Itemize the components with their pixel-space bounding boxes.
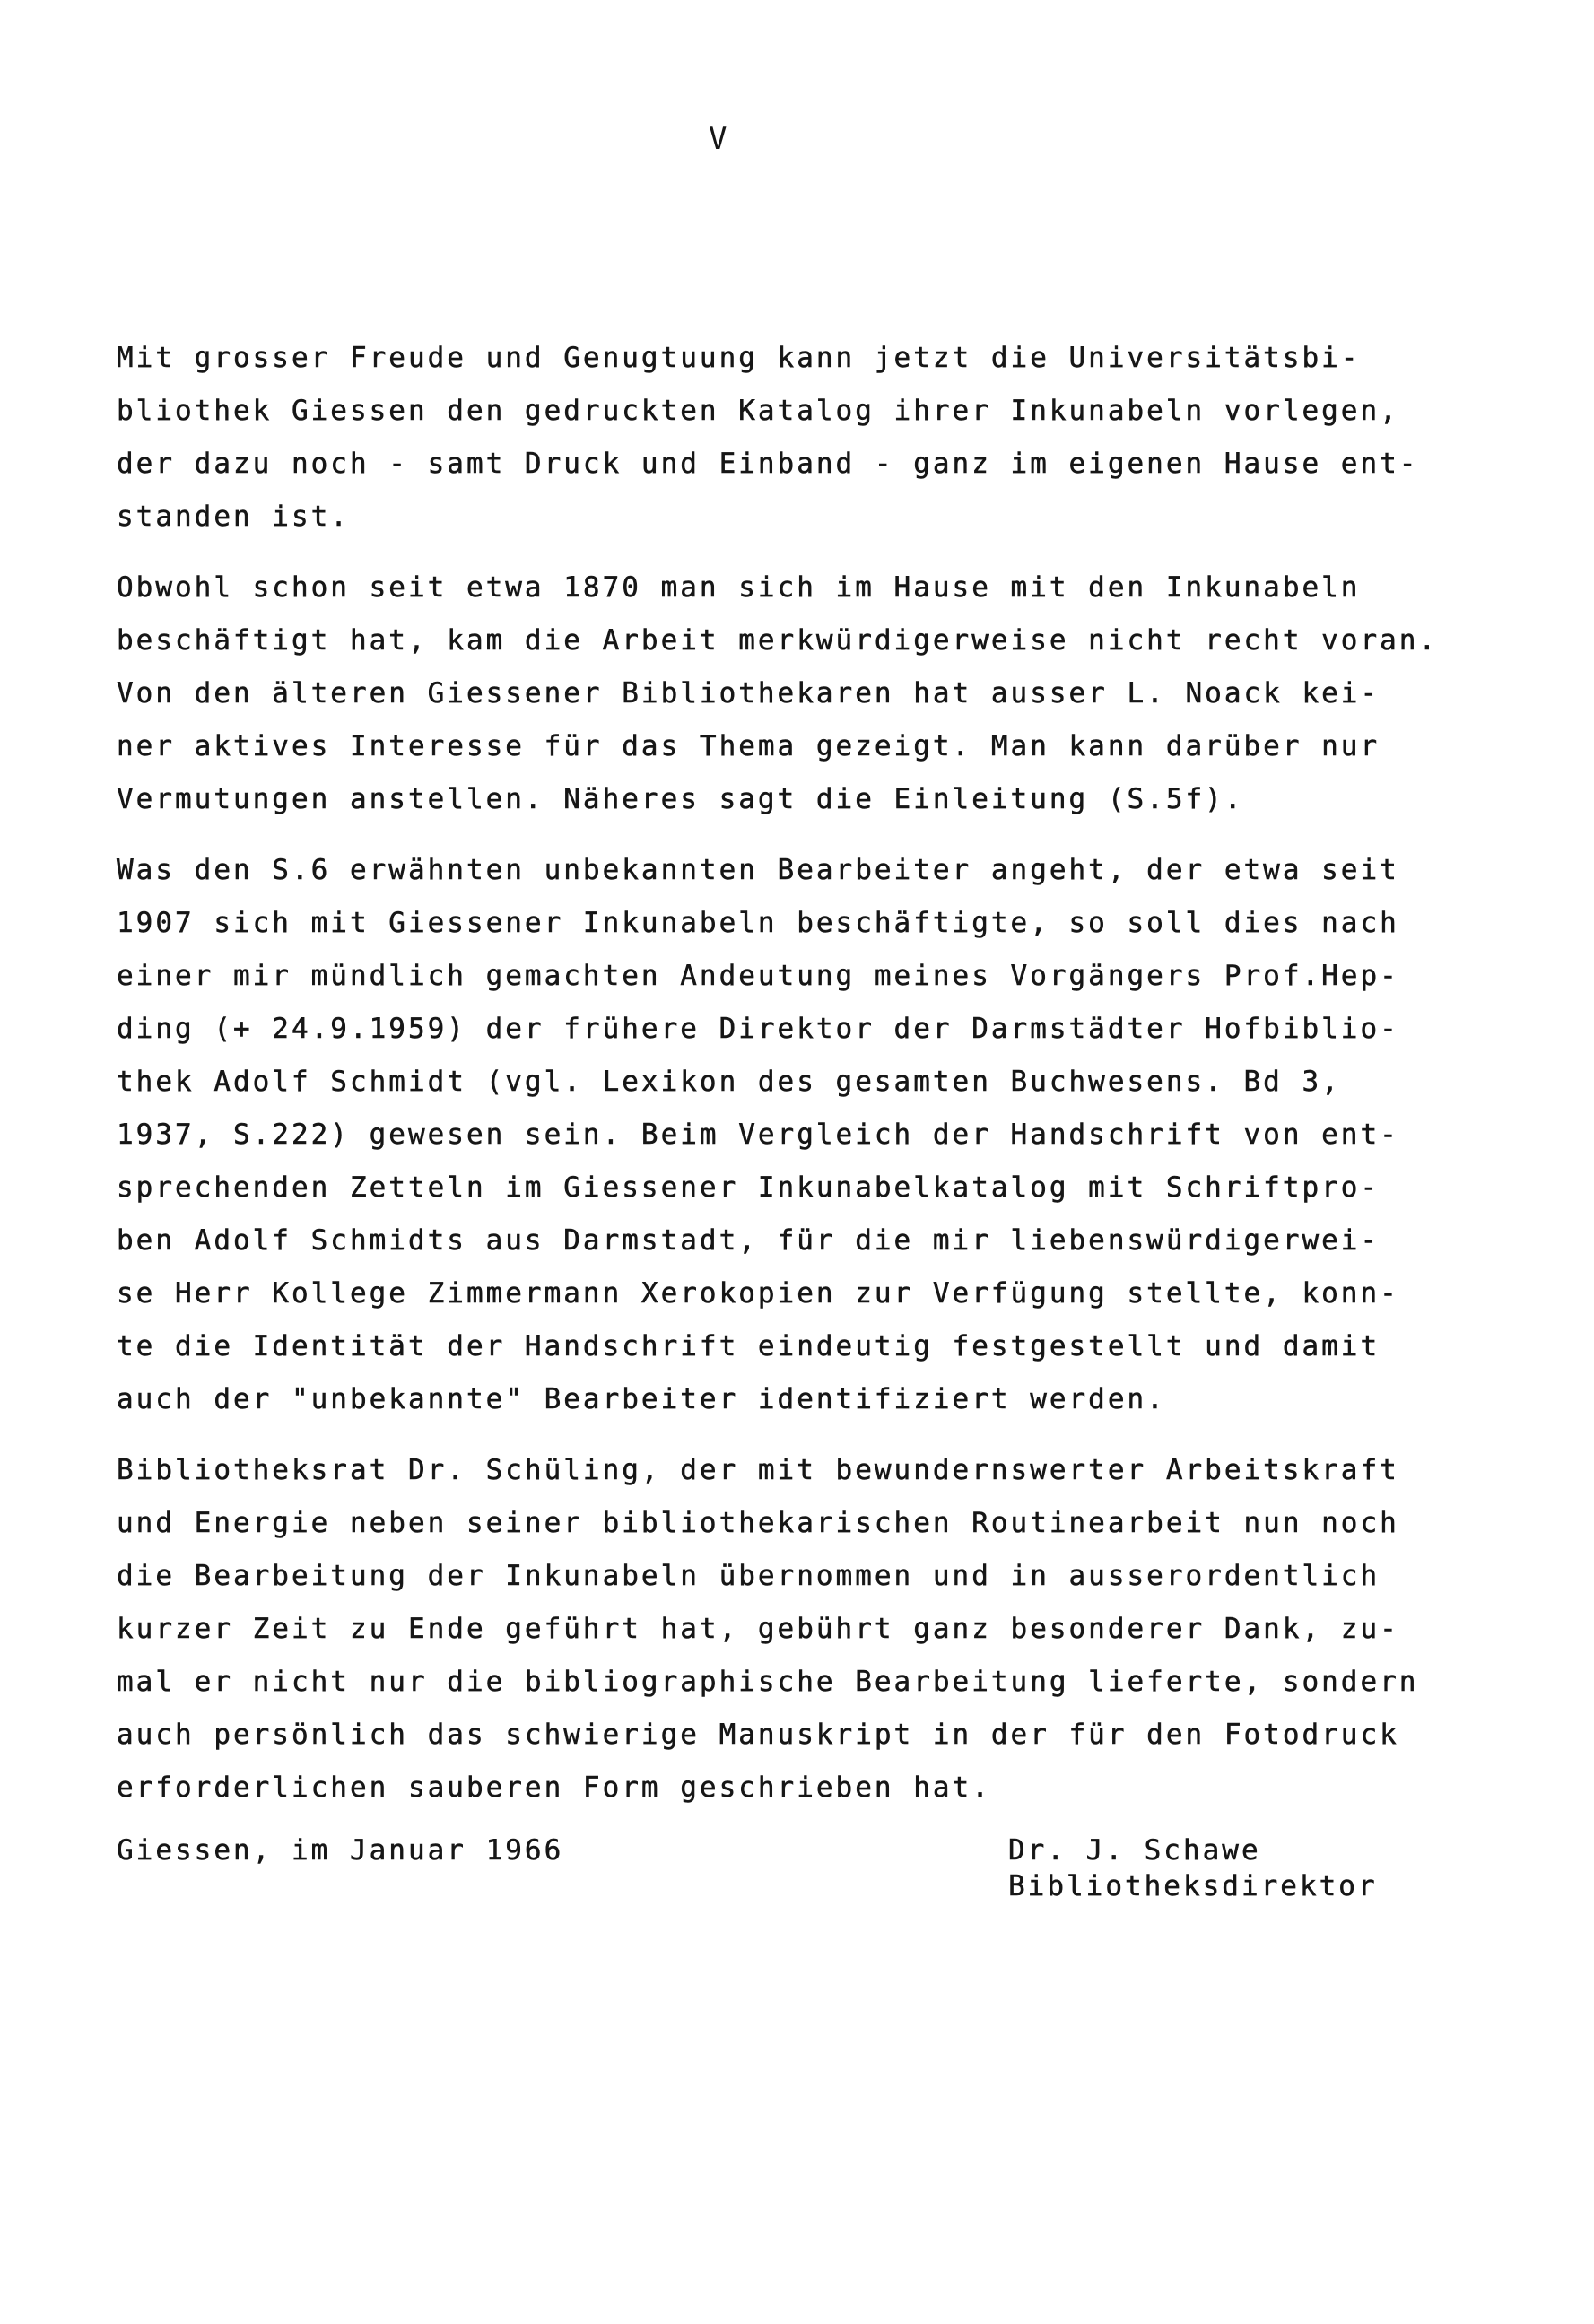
text-line: te die Identität der Handschrift eindeutig festgestellt und damit bbox=[117, 1330, 1381, 1362]
signature-block bbox=[117, 1832, 1444, 1922]
text-line: der dazu noch - samt Druck und Einband - ganz im eigenen Hause ent- bbox=[117, 448, 1419, 480]
page-number: V bbox=[709, 121, 729, 157]
paragraph-introduction bbox=[117, 332, 1444, 544]
text-line: se Herr Kollege Zimmermann Xerokopien zur Verfügung stellte, konn- bbox=[117, 1277, 1399, 1310]
text-line: mal er nicht nur die bibliographische Bearbeitung lieferte, sondern bbox=[117, 1666, 1419, 1698]
text-line: und Energie neben seiner bibliothekarischen Routinearbeit nun noch bbox=[117, 1507, 1399, 1539]
signatory-title: Bibliotheksdirektor bbox=[1008, 1870, 1378, 1902]
text-line: bliothek Giessen den gedruckten Katalog ihrer Inkunabeln vorlegen, bbox=[117, 395, 1399, 427]
text-line: einer mir mündlich gemachten Andeutung meines Vorgängers Prof.Hep- bbox=[117, 960, 1399, 992]
paragraph-acknowledgement bbox=[117, 1444, 1444, 1815]
text-line: kurzer Zeit zu Ende geführt hat, gebührt ganz besonderer Dank, zu- bbox=[117, 1613, 1399, 1645]
text-line: ben Adolf Schmidts aus Darmstadt, für die mir liebenswürdigerwei- bbox=[117, 1224, 1381, 1257]
text-line: standen ist. bbox=[117, 500, 350, 533]
text-line: thek Adolf Schmidt (vgl. Lexikon des gesamten Buchwesens. Bd 3, bbox=[117, 1066, 1341, 1098]
text-line: sprechenden Zetteln im Giessener Inkunabelkatalog mit Schriftpro- bbox=[117, 1171, 1381, 1204]
paragraph-history bbox=[117, 561, 1444, 826]
text-line: Mit grosser Freude und Genugtuung kann jetzt die Universitätsbi- bbox=[117, 342, 1361, 374]
text-line: 1937, S.222) gewesen sein. Beim Vergleich der Handschrift von ent- bbox=[117, 1118, 1399, 1151]
text-line: ding (+ 24.9.1959) der frühere Direktor der Darmstädter Hofbiblio- bbox=[117, 1013, 1399, 1045]
text-line: 1907 sich mit Giessener Inkunabeln beschäftigte, so soll dies nach bbox=[117, 907, 1399, 939]
text-line: Von den älteren Giessener Bibliothekaren hat ausser L. Noack kei- bbox=[117, 677, 1381, 709]
text-line: Was den S.6 erwähnten unbekannten Bearbeiter angeht, der etwa seit bbox=[117, 854, 1399, 886]
signatory bbox=[1008, 1832, 1378, 1904]
body-text bbox=[117, 332, 1444, 1922]
text-line: beschäftigt hat, kam die Arbeit merkwürdigerweise nicht recht voran. bbox=[117, 624, 1439, 657]
text-line: die Bearbeitung der Inkunabeln übernommen und in ausserordentlich bbox=[117, 1560, 1381, 1592]
text-line: Bibliotheksrat Dr. Schüling, der mit bewundernswerter Arbeitskraft bbox=[117, 1454, 1399, 1486]
signatory-name: Dr. J. Schawe bbox=[1008, 1834, 1261, 1867]
text-line: Vermutungen anstellen. Näheres sagt die Einleitung (S.5f). bbox=[117, 783, 1244, 815]
text-line: auch der "unbekannte" Bearbeiter identifiziert werden. bbox=[117, 1383, 1166, 1415]
text-line: auch persönlich das schwierige Manuskript in der für den Fotodruck bbox=[117, 1719, 1399, 1751]
paragraph-unknown-editor bbox=[117, 844, 1444, 1426]
text-line: ner aktives Interesse für das Thema gezeigt. Man kann darüber nur bbox=[117, 730, 1381, 762]
text-line: Obwohl schon seit etwa 1870 man sich im Hause mit den Inkunabeln bbox=[117, 571, 1361, 604]
place-date: Giessen, im Januar 1966 bbox=[117, 1834, 564, 1867]
text-line: erforderlichen sauberen Form geschrieben hat. bbox=[117, 1771, 991, 1804]
